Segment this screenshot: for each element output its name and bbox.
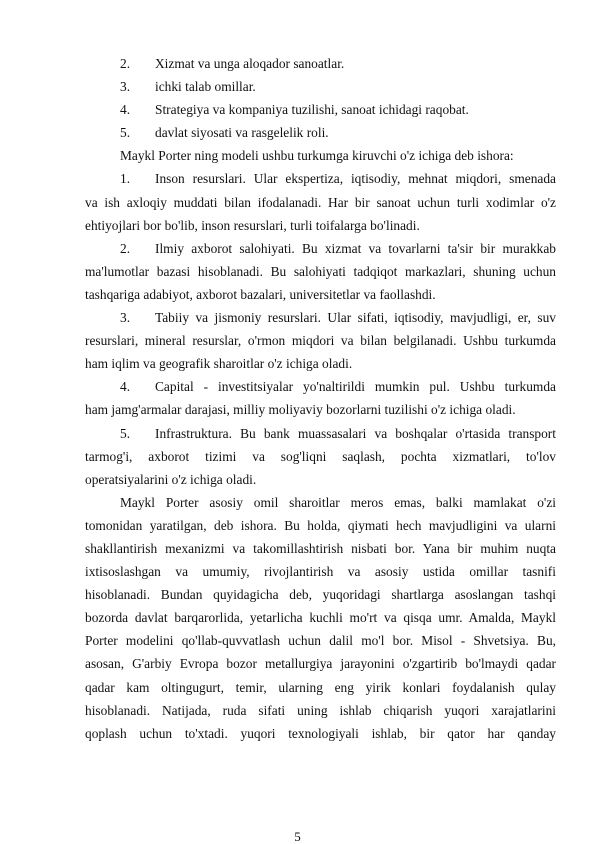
- factor-continuation: operatsiyalarini o'z ichiga oladi.: [85, 471, 257, 487]
- list-number: 3.: [120, 79, 131, 95]
- top-list: [120, 52, 556, 144]
- factor-item: [85, 375, 556, 421]
- page-content: [85, 52, 556, 745]
- paragraph-line: Porter modelini qo'llab-quvvatlash uchun dalil mo'l bor. Misol - Shvetsiya. Bu,: [85, 633, 556, 649]
- factor-continuation: tashqariga adabiyot, axborot bazalari, universitetlar va faollashdi.: [85, 286, 436, 302]
- paragraph-line: hisoblanadi. Natijada, ruda sifati uning ishlab chiqarish yuqori xarajatlarini: [85, 702, 556, 718]
- factor-text: Ilmiy axborot salohiyati. Bu xizmat va tovarlarni ta'sir bir murakkab: [155, 240, 556, 256]
- factor-first-line: [120, 306, 556, 329]
- factor-number: 1.: [120, 171, 131, 187]
- factor-item: [85, 422, 556, 491]
- factor-continuation: resurslari, mineral resurslar, o'rmon miqdori va bilan belgilanadi. Ushbu turkumda: [85, 333, 556, 349]
- factor-first-line: [120, 375, 556, 398]
- factor-number: 5.: [120, 425, 131, 441]
- list-item: [120, 75, 556, 98]
- paragraph-line: bozorda davlat barqarorlida, yetarlicha kuchli mo'rt va qisqa umr. Amalda, Maykl: [85, 610, 556, 626]
- paragraph-line: qadar kam oltingugurt, temir, ularning eng yirik konlari foydalanish qulay: [85, 679, 556, 695]
- paragraph-line: tomonidan yaratilgan, deb ishora. Bu holda, qiymati hech mavjudligini va ularni: [85, 517, 556, 533]
- intro-line: Maykl Porter ning modeli ushbu turkumga kiruvchi o'z ichiga deb ishora:: [120, 148, 514, 164]
- paragraph-line: ixtisoslashgan va umumiy, rivojlantirish va asosiy ustida omillar tasnifi: [85, 564, 556, 580]
- factor-number: 4.: [120, 379, 131, 395]
- paragraph-line: Maykl Porter asosiy omil sharoitlar meros emas, balki mamlakat o'zi: [120, 494, 556, 510]
- list-item: [120, 98, 556, 121]
- factor-continuation: ehtiyojlari bor bo'lib, inson resurslari, turli toifalarga bo'linadi.: [85, 217, 420, 233]
- factor-item: [85, 167, 556, 236]
- factor-text: Capital - investitsiyalar yo'naltirildi mumkin pul. Ushbu turkumda: [155, 379, 556, 395]
- list-number: 4.: [120, 102, 131, 118]
- list-text: Xizmat va unga aloqador sanoatlar.: [155, 56, 345, 71]
- paragraph-line: qoplash uchun to'xtadi. yuqori texnologiyali ishlab, bir qator har qanday: [85, 725, 556, 741]
- factor-first-line: [120, 167, 556, 190]
- factor-continuation: tarmog'i, axborot tizimi va sog'liqni saqlash, pochta xizmatlari, to'lov: [85, 448, 556, 464]
- factor-continuation: ma'lumotlar bazasi hisoblanadi. Bu salohiyati tadqiqot markazlari, shuning uchun: [85, 263, 556, 279]
- factor-number: 3.: [120, 310, 131, 326]
- page-number: 5: [294, 829, 301, 844]
- paragraph-line: hisoblanadi. Bundan quyidagicha deb, yuqoridagi shartlarga asoslangan tashqi: [85, 587, 556, 603]
- factor-text: Tabiiy va jismoniy resurslari. Ular sifati, iqtisodiy, mavjudligi, er, suv: [155, 310, 556, 326]
- factor-item: [85, 306, 556, 375]
- factor-continuation: ham iqlim va geografik sharoitlar o'z ichiga oladi.: [85, 356, 353, 372]
- factor-first-line: [120, 237, 556, 260]
- factor-continuation: va ish axloqiy muddati bilan ifodalanadi. Har bir sanoat uchun turli xodimlar o'z: [85, 194, 556, 210]
- list-text: Strategiya va kompaniya tuzilishi, sanoat ichidagi raqobat.: [155, 102, 469, 118]
- paragraph-line: asosan, G'arbiy Evropa bozor metallurgiya jarayonini o'zgartirib bo'lmaydi qadar: [85, 656, 556, 672]
- factor-text: Infrastruktura. Bu bank muassasalari va boshqalar o'rtasida transport: [155, 425, 556, 441]
- factor-continuation: ham jamg'armalar darajasi, milliy moliyaviy bozorlarni tuzilishi o'z ichiga oladi.: [85, 402, 516, 418]
- list-text: ichki talab omillar.: [155, 79, 256, 95]
- list-text: davlat siyosati va rasgelelik roli.: [155, 125, 329, 141]
- body-paragraph: [85, 491, 556, 745]
- list-item: [120, 52, 556, 75]
- factor-item: [85, 237, 556, 306]
- factor-number: 2.: [120, 240, 131, 256]
- list-item: [120, 121, 556, 144]
- factor-text: Inson resurslari. Ular ekspertiza, iqtisodiy, mehnat miqdori, smenada: [155, 171, 556, 187]
- factor-first-line: [120, 422, 556, 445]
- paragraph-line: shakllantirish mexanizmi va takomillashtirish nisbati bor. Yana bir muhim nuqta: [85, 540, 556, 556]
- list-number: 2.: [120, 56, 131, 71]
- list-number: 5.: [120, 125, 131, 141]
